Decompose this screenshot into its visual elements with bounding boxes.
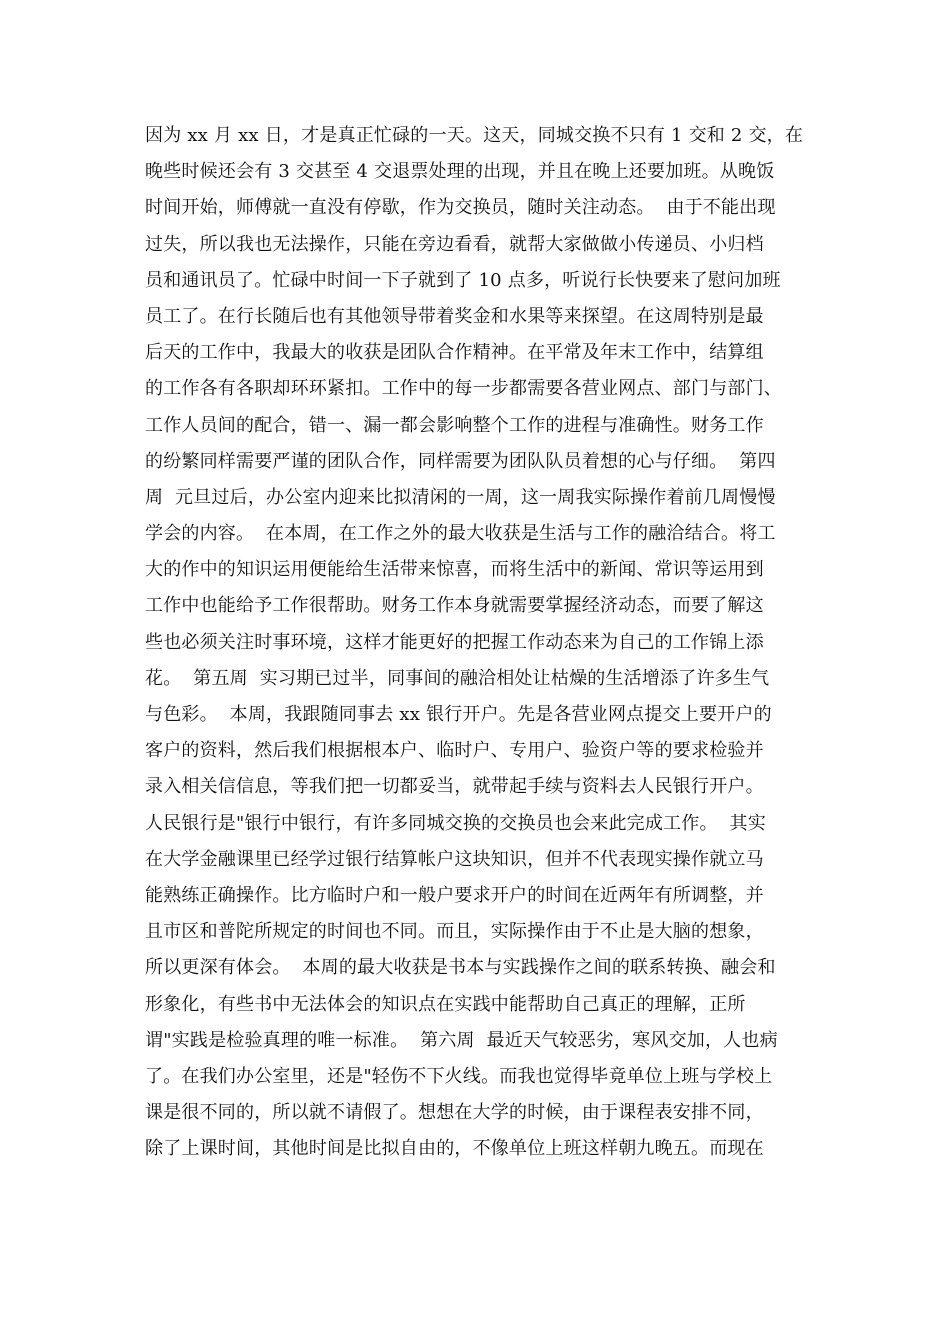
text-line: 时间开始，师傅就一直没有停歇，作为交换员，随时关注动态。 由于不能出现 <box>145 197 776 219</box>
text-line: 了。在我们办公室里，还是"轻伤不下火线。而我也觉得毕竟单位上班与学校上 <box>145 1065 773 1087</box>
text-line: 晚些时候还会有 3 交甚至 4 交退票处理的出现，并且在晚上还要加班。从晚饭 <box>145 161 775 183</box>
text-line: 与色彩。 本周，我跟随同事去 xx 银行开户。先是各营业网点提交上要开户的 <box>145 704 772 725</box>
text-line: 在大学金融课里已经学过银行结算帐户这块知识，但并不代表现实操作就立马 <box>145 848 764 870</box>
text-line: 的纷繁同样需要严谨的团队合作，同样需要为团队队员着想的心与仔细。 第四 <box>145 450 776 472</box>
text-line: 大的作中的知识运用便能给生活带来惊喜，而将生活中的新闻、常识等运用到 <box>145 559 764 581</box>
text-line: 员和通讯员了。忙碌中时间一下子就到了 10 点多，听说行长快要来了慰问加班 <box>145 269 781 291</box>
text-line: 录入相关信信息，等我们把一切都妥当，就带起手续与资料去人民银行开户。 <box>145 776 764 798</box>
text-line: 些也必须关注时事环境，这样才能更好的把握工作动态来为自己的工作锦上添 <box>145 631 764 653</box>
text-line: 客户的资料，然后我们根据根本户、临时户、专用户、验资户等的要求检验并 <box>145 740 764 762</box>
text-line: 所以更深有体会。 本周的最大收获是书本与实践操作之间的联系转换、融会和 <box>145 957 776 979</box>
text-line: 的工作各有各职却环环紧扣。工作中的每一步都需要各营业网点、部门与部门、 <box>145 378 782 400</box>
text-line: 且市区和普陀所规定的时间也不同。而且，实际操作由于不止是大脑的想象， <box>145 921 764 943</box>
text-line: 能熟练正确操作。比方临时户和一般户要求开户的时间在近两年有所调整，并 <box>145 884 764 906</box>
text-line: 工作中也能给予工作很帮助。财务工作本身就需要掌握经济动态，而要了解这 <box>145 595 764 617</box>
text-line: 后天的工作中，我最大的收获是团队合作精神。在平常及年末工作中，结算组 <box>145 342 764 364</box>
text-line: 因为 xx 月 xx 日，才是真正忙碌的一天。这天，同城交换不只有 1 交和 2 交，在 <box>145 125 804 146</box>
text-line: 过失，所以我也无法操作，只能在旁边看看，就帮大家做做小传递员、小归档 <box>145 233 764 255</box>
text-line: 除了上课时间，其他时间是比拟自由的，不像单位上班这样朝九晚五。而现在 <box>145 1138 764 1160</box>
text-line: 员工了。在行长随后也有其他领导带着奖金和水果等来探望。在这周特别是最 <box>145 305 764 327</box>
body-text <box>145 118 805 1167</box>
text-line: 形象化，有些书中无法体会的知识点在实践中能帮助自己真正的理解，正所 <box>145 993 746 1015</box>
text-line: 课是很不同的，所以就不请假了。想想在大学的时候，由于课程表安排不同， <box>145 1102 764 1124</box>
text-line: 周 元旦过后，办公室内迎来比拟清闲的一周，这一周我实际操作着前几周慢慢 <box>145 486 776 508</box>
text-line: 学会的内容。 在本周，在工作之外的最大收获是生活与工作的融洽结合。将工 <box>145 523 776 545</box>
text-line: 工作人员间的配合，错一、漏一都会影响整个工作的进程与准确性。财务工作 <box>145 414 764 436</box>
text-line: 人民银行是"银行中银行，有许多同城交换的交换员也会来此完成工作。 其实 <box>145 812 766 834</box>
text-line: 花。 第五周 实习期已过半，同事间的融洽相处让枯燥的生活增添了许多生气 <box>145 667 770 689</box>
text-line: 谓"实践是检验真理的唯一标准。 第六周 最近天气较恶劣，寒风交加，人也病 <box>145 1029 778 1051</box>
